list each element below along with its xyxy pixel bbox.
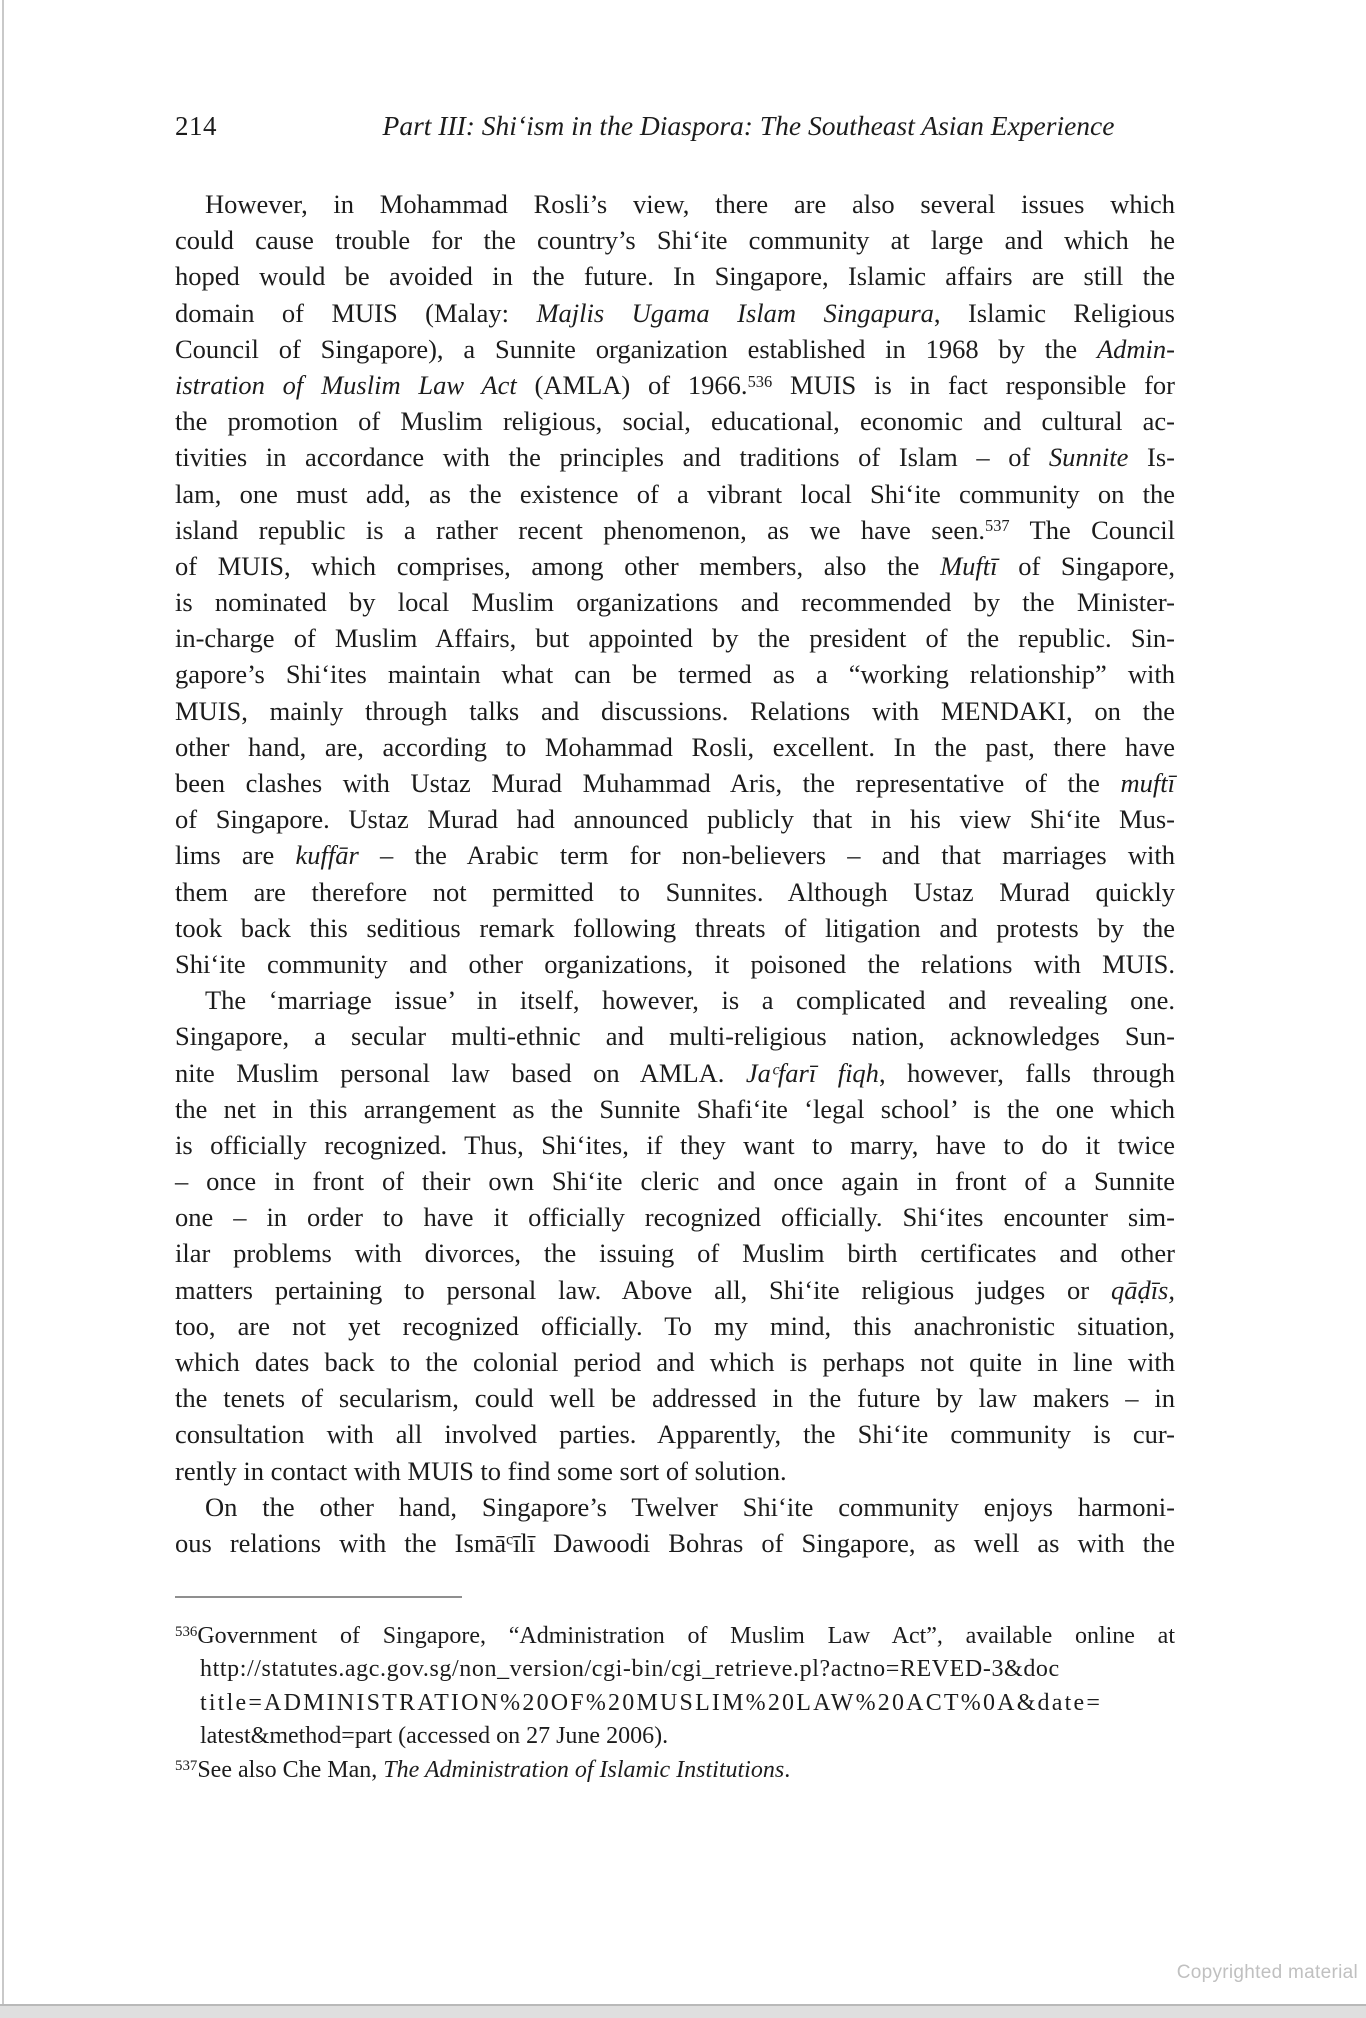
italic-text: Jaᶜfarī fiqh (745, 1057, 879, 1088)
running-header (175, 110, 1175, 150)
text-segment: is nominated by local Muslim organizations and recommended by the Minister- (175, 587, 1175, 618)
body-text-line (175, 439, 1175, 475)
page-number: 214 (175, 111, 217, 141)
text-segment: , however, falls through (878, 1057, 1175, 1088)
text-segment: ous relations with the Ismāᶜīlī Dawoodi Bohras of Singapore, as well as with the (175, 1527, 1175, 1558)
footnote-line (175, 1687, 1175, 1720)
text-segment: lam, one must add, as the existence of a vibrant local Shi‘ite community on the (175, 478, 1175, 509)
text-segment: MUIS is in fact responsible for (772, 369, 1175, 400)
text-segment: lims are (175, 840, 296, 871)
body-text-line (175, 584, 1175, 620)
text-segment: domain of MUIS (Malay: (175, 297, 537, 328)
page-bottom-edge (0, 2004, 1366, 2018)
body-text-line (175, 548, 1175, 584)
italic-text: kuffār (295, 840, 359, 871)
running-head-title: Part III: Shi‘ism in the Diaspora: The Southeast Asian Experience (382, 110, 1115, 141)
text-segment: Government of Singapore, “Administration of Muslim Law Act”, available online at (197, 1623, 1175, 1649)
footnote-separator (175, 1596, 462, 1598)
text-segment: of MUIS, which comprises, among other members, also the (175, 550, 941, 581)
italic-text: Muftī (940, 550, 998, 581)
text-segment: the net in this arrangement as the Sunnite Shafi‘ite ‘legal school’ is the one which (175, 1093, 1175, 1124)
text-segment: Council of Singapore), a Sunnite organization established in 1968 by the (175, 333, 1097, 364)
body-text-line (175, 1127, 1175, 1163)
text-segment: one – in order to have it officially recognized officially. Shi‘ites encounter sim- (175, 1202, 1175, 1233)
body-text-line (175, 693, 1175, 729)
body-text-line (175, 1489, 1175, 1525)
text-segment: other hand, are, according to Mohammad Rosli, excellent. In the past, there have (175, 731, 1175, 762)
body-text-line (175, 656, 1175, 692)
text-segment: island republic is a rather recent phenomenon, as we have seen. (175, 514, 985, 545)
footnote-ref: 536 (747, 371, 773, 391)
body-text-line (175, 1416, 1175, 1452)
text-segment: could cause trouble for the country’s Shi‘ite community at large and which he (175, 225, 1175, 256)
footnote-line (175, 1720, 1175, 1753)
text-segment: Singapore, a secular multi-ethnic and multi-religious nation, acknowledges Sun- (175, 1021, 1175, 1052)
text-segment: Shi‘ite community and other organizations, it poisoned the relations with MUIS. (175, 948, 1175, 979)
text-segment: The Council (1009, 514, 1175, 545)
text-segment: took back this seditious remark following threats of litigation and protests by the (175, 912, 1175, 943)
text-segment: latest&method=part (accessed on 27 June 2006). (200, 1723, 669, 1750)
text-segment: matters pertaining to personal law. Above all, Shi‘ite religious judges or (175, 1274, 1111, 1305)
text-segment: consultation with all involved parties. Apparently, the Shi‘ite community is cur- (175, 1419, 1175, 1450)
body-text-line (175, 331, 1175, 367)
body-text-line (175, 946, 1175, 982)
text-segment: in-charge of Muslim Affairs, but appointed by the president of the republic. Sin- (175, 623, 1175, 654)
body-text-line (175, 1235, 1175, 1271)
footnotes (175, 1620, 1175, 1787)
italic-text: istration of Muslim Law Act (175, 369, 517, 400)
text-segment: ilar problems with divorces, the issuing of Muslim birth certificates and other (175, 1238, 1175, 1269)
text-segment: – the Arabic term for non-believers – and that marriages with (358, 840, 1176, 871)
text-segment: is officially recognized. Thus, Shi‘ites, if they want to marry, have to do it twice (175, 1129, 1175, 1160)
body-text (175, 186, 1175, 1561)
italic-text: Majlis Ugama Islam Singapura (536, 297, 934, 328)
text-segment: http://statutes.agc.gov.sg/non_version/cgi-bin/cgi_retrieve.pl?actno=REVED-3&doc (200, 1656, 1060, 1683)
body-text-line (175, 403, 1175, 439)
body-text-line (175, 1308, 1175, 1344)
text-segment: nite Muslim personal law based on AMLA. (175, 1057, 746, 1088)
body-text-line (175, 258, 1175, 294)
italic-text: Admin- (1096, 333, 1175, 364)
text-segment: MUIS, mainly through talks and discussions. Relations with MENDAKI, on the (175, 695, 1175, 726)
body-text-line (175, 910, 1175, 946)
footnote-line (175, 1754, 1175, 1787)
text-segment: which dates back to the colonial period and which is perhaps not quite in line with (175, 1347, 1175, 1377)
text-segment: – once in front of their own Shi‘ite cleric and once again in front of a Sunnite (175, 1166, 1175, 1197)
text-segment: them are therefore not permitted to Sunnites. Although Ustaz Murad quickly (175, 876, 1175, 907)
text-segment: (AMLA) of 1966. (516, 369, 748, 400)
text-segment: On the other hand, Singapore’s Twelver Shi‘ite community enjoys harmoni- (205, 1491, 1175, 1522)
body-text-line (175, 1163, 1175, 1199)
text-segment: hoped would be avoided in the future. In Singapore, Islamic affairs are still the (175, 261, 1175, 292)
text-segment: Is- (1128, 442, 1175, 473)
footnote-ref: 537 (175, 1757, 198, 1774)
body-text-line (175, 1272, 1175, 1308)
text-segment: the tenets of secularism, could well be addressed in the future by law makers – in (175, 1383, 1175, 1414)
body-text-line (175, 1055, 1175, 1091)
footnote-line (175, 1653, 1175, 1686)
text-segment: tivities in accordance with the principles and traditions of Islam – of (175, 442, 1049, 473)
body-text-line (175, 476, 1175, 512)
text-segment: title=ADMINISTRATION%20OF%20MUSLIM%20LAW%20ACT%0A&date= (200, 1689, 1103, 1716)
footnote-ref: 537 (984, 516, 1010, 536)
body-text-line (175, 1344, 1175, 1380)
body-text-line (175, 1199, 1175, 1235)
footnote-ref: 536 (175, 1624, 198, 1641)
italic-text: muftī (1120, 768, 1175, 798)
italic-text: Sunnite (1048, 442, 1129, 473)
footnote-line (175, 1620, 1175, 1653)
body-text-line (175, 1018, 1175, 1054)
body-text-line (175, 1380, 1175, 1416)
text-segment: the promotion of Muslim religious, social, educational, economic and cultural ac- (175, 406, 1175, 437)
text-segment: However, in Mohammad Rosli’s view, there are also several issues which (205, 189, 1175, 219)
copyright-notice: Copyrighted material (1176, 1962, 1358, 1983)
text-segment: of Singapore, (997, 550, 1175, 581)
body-text-line (175, 1525, 1175, 1561)
text-segment: rently in contact with MUIS to find some sort of solution. (175, 1455, 787, 1486)
body-text-line (175, 1453, 1175, 1489)
body-text-line (175, 765, 1175, 801)
text-segment: , Islamic Religious (933, 297, 1175, 328)
text-segment: of Singapore. Ustaz Murad had announced publicly that in his view Shi‘ite Mus- (175, 804, 1175, 835)
body-text-line (175, 186, 1175, 222)
text-segment: too, are not yet recognized officially. To my mind, this anachronistic situation, (175, 1310, 1175, 1341)
body-text-line (175, 801, 1175, 837)
body-text-line (175, 729, 1175, 765)
text-segment: . (784, 1756, 791, 1783)
italic-text: qāḍīs, (1110, 1274, 1175, 1305)
body-text-line (175, 512, 1175, 548)
text-segment: gapore’s Shi‘ites maintain what can be termed as a “working relationship” with (175, 659, 1175, 690)
text-segment: See also Che Man, (197, 1756, 384, 1783)
body-text-line (175, 367, 1175, 403)
text-segment: been clashes with Ustaz Murad Muhammad Aris, the representative of the (175, 768, 1121, 798)
page-left-edge (2, 0, 4, 2004)
body-text-line (175, 837, 1175, 873)
body-text-line (175, 1091, 1175, 1127)
body-text-line (175, 982, 1175, 1018)
italic-text: The Administration of Islamic Institutions (383, 1756, 785, 1783)
body-text-line (175, 620, 1175, 656)
body-text-line (175, 222, 1175, 258)
body-text-line (175, 874, 1175, 910)
text-segment: The ‘marriage issue’ in itself, however, is a complicated and revealing one. (205, 985, 1175, 1016)
body-text-line (175, 295, 1175, 331)
